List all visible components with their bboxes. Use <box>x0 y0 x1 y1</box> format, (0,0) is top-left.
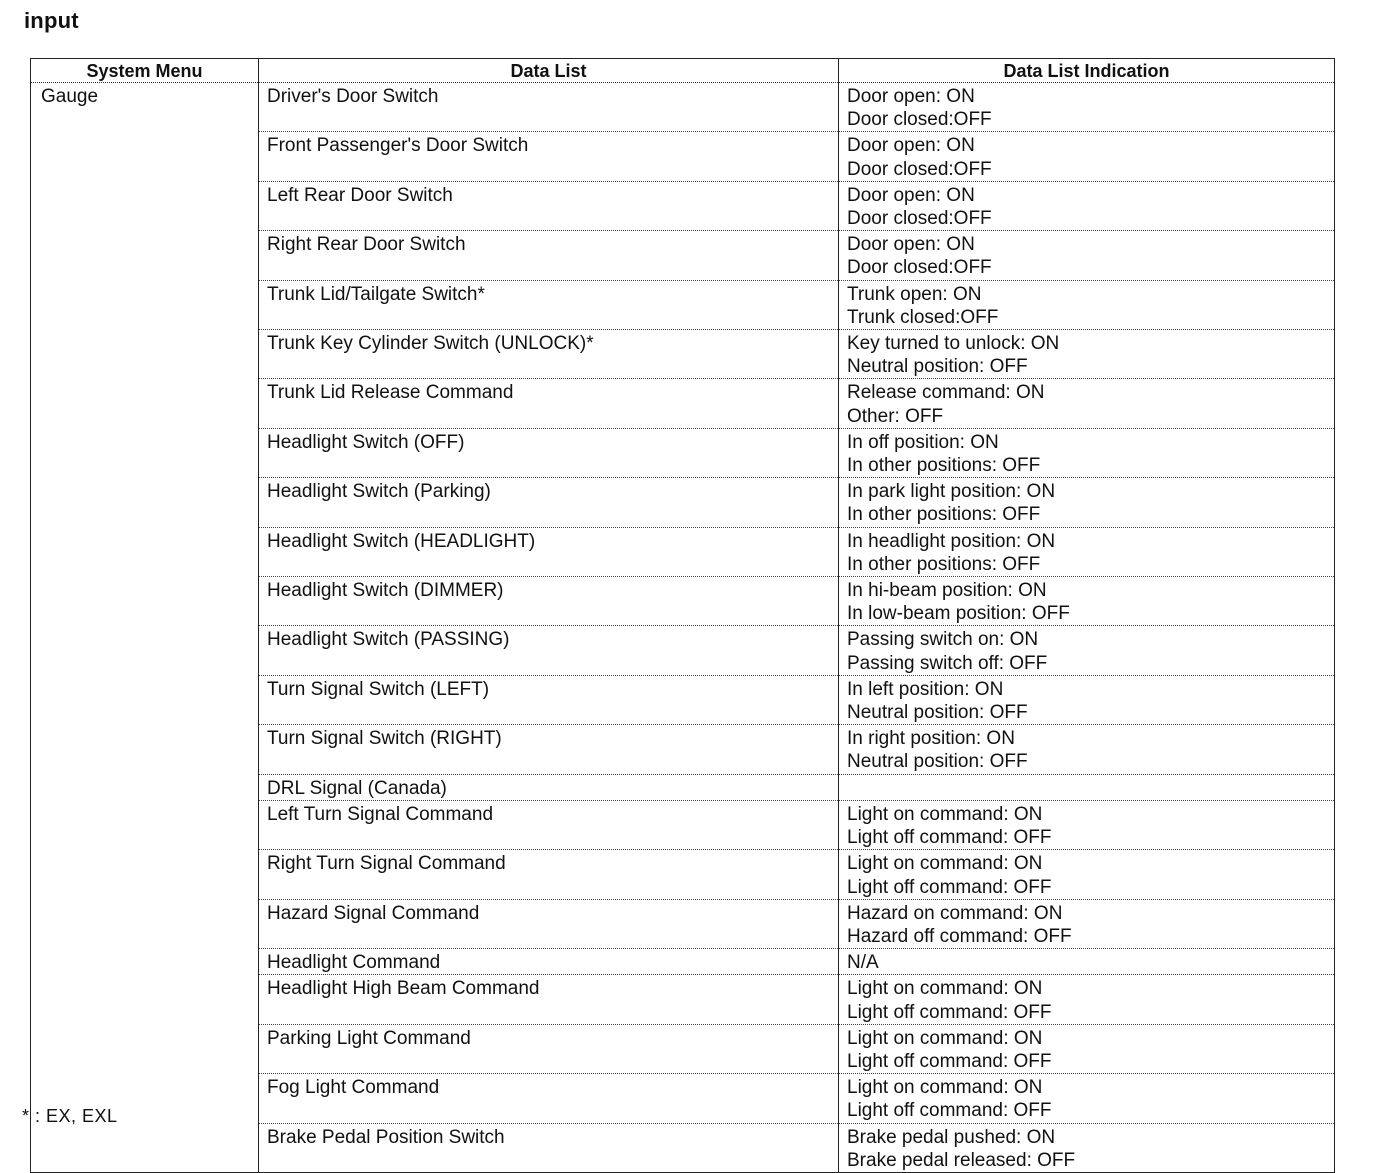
data-list-item: Front Passenger's Door Switch <box>259 132 839 181</box>
table-header-row <box>31 59 1335 83</box>
data-list-item: Headlight High Beam Command <box>259 975 839 1024</box>
header-data-list-indication: Data List Indication <box>839 59 1335 83</box>
data-list-indication <box>839 478 1335 527</box>
table-body <box>31 83 1335 1173</box>
data-list-item: Right Turn Signal Command <box>259 850 839 899</box>
indication-line: Trunk open: ON <box>847 283 982 305</box>
indication-line: In right position: ON <box>847 728 1015 750</box>
indication-line: Passing switch on: ON <box>847 629 1039 651</box>
indication-line: Light on command: ON <box>847 853 1043 875</box>
indication-line: N/A <box>847 952 879 974</box>
data-list-indication <box>839 428 1335 477</box>
system-menu-cell: Gauge <box>31 83 259 1173</box>
indication-line: Light off command: OFF <box>847 1001 1052 1023</box>
section-title: input <box>24 8 79 33</box>
data-list-item: Headlight Switch (PASSING) <box>259 626 839 675</box>
indication-line: Door closed:OFF <box>847 158 992 180</box>
data-list-item: Trunk Lid Release Command <box>259 379 839 428</box>
data-list-item: Headlight Switch (Parking) <box>259 478 839 527</box>
data-list-item: Hazard Signal Command <box>259 899 839 948</box>
data-list-indication <box>839 899 1335 948</box>
header-system-menu: System Menu <box>31 59 259 83</box>
data-list-item: Turn Signal Switch (LEFT) <box>259 675 839 724</box>
data-list-item: Turn Signal Switch (RIGHT) <box>259 725 839 774</box>
data-list-indication <box>839 527 1335 576</box>
indication-line: Light off command: OFF <box>847 876 1052 898</box>
data-list-item: Headlight Switch (DIMMER) <box>259 577 839 626</box>
data-list-indication <box>839 1024 1335 1073</box>
indication-line: Hazard off command: OFF <box>847 925 1072 947</box>
indication-line: In hi-beam position: ON <box>847 580 1047 602</box>
data-list-indication <box>839 626 1335 675</box>
data-list-indication <box>839 181 1335 230</box>
indication-line: Brake pedal pushed: ON <box>847 1126 1056 1148</box>
indication-line: In other positions: OFF <box>847 553 1041 575</box>
indication-line: In other positions: OFF <box>847 455 1041 477</box>
indication-line: Light on command: ON <box>847 1027 1043 1049</box>
indication-line: Light off command: OFF <box>847 1050 1052 1072</box>
indication-line: In other positions: OFF <box>847 504 1041 526</box>
data-list-indication <box>839 800 1335 849</box>
footnote: * : EX, EXL <box>22 1106 118 1126</box>
data-list-item: Driver's Door Switch <box>259 83 839 132</box>
indication-line: In off position: ON <box>847 431 999 453</box>
indication-line: Door closed:OFF <box>847 257 992 279</box>
data-list-item: Fog Light Command <box>259 1074 839 1123</box>
indication-line: Door open: ON <box>847 234 975 256</box>
indication-line: Key turned to unlock: ON <box>847 333 1060 355</box>
indication-line: Light on command: ON <box>847 803 1043 825</box>
data-list-indication <box>839 850 1335 899</box>
indication-line: Passing switch off: OFF <box>847 652 1048 674</box>
indication-line: Door closed:OFF <box>847 109 992 131</box>
indication-line: Door open: ON <box>847 86 975 107</box>
data-list-indication <box>839 83 1335 132</box>
data-list-indication <box>839 577 1335 626</box>
indication-line: Other: OFF <box>847 405 944 427</box>
data-list-indication <box>839 379 1335 428</box>
data-list-item: Headlight Command <box>259 949 839 975</box>
indication-line: Brake pedal released: OFF <box>847 1149 1076 1171</box>
data-list-item: Trunk Key Cylinder Switch (UNLOCK)* <box>259 330 839 379</box>
data-list-item: Parking Light Command <box>259 1024 839 1073</box>
data-list-indication <box>839 280 1335 329</box>
indication-line: Door closed:OFF <box>847 208 992 230</box>
indication-line: Neutral position: OFF <box>847 356 1028 378</box>
indication-line: Door open: ON <box>847 135 975 157</box>
data-list-table <box>30 58 1335 1173</box>
data-list-item: Headlight Switch (HEADLIGHT) <box>259 527 839 576</box>
data-list-item: Headlight Switch (OFF) <box>259 428 839 477</box>
data-list-indication <box>839 774 1335 800</box>
table-row <box>31 83 1335 132</box>
indication-line: In park light position: ON <box>847 481 1056 503</box>
indication-line: Door open: ON <box>847 184 975 206</box>
data-list-indication <box>839 1074 1335 1123</box>
data-list-item: Trunk Lid/Tailgate Switch* <box>259 280 839 329</box>
header-data-list: Data List <box>259 59 839 83</box>
indication-line: Trunk closed:OFF <box>847 306 999 328</box>
indication-line: Neutral position: OFF <box>847 702 1028 724</box>
indication-line: Light off command: OFF <box>847 827 1052 849</box>
indication-line: In low-beam position: OFF <box>847 603 1070 625</box>
indication-line: Light on command: ON <box>847 978 1043 1000</box>
data-list-indication <box>839 330 1335 379</box>
data-list-item: DRL Signal (Canada) <box>259 774 839 800</box>
data-list-indication <box>839 1123 1335 1172</box>
data-list-indication <box>839 725 1335 774</box>
indication-line: Hazard on command: ON <box>847 902 1063 924</box>
data-list-indication <box>839 949 1335 975</box>
indication-line: In headlight position: ON <box>847 530 1056 552</box>
indication-line: Light on command: ON <box>847 1077 1043 1099</box>
data-list-indication <box>839 675 1335 724</box>
data-list-indication <box>839 231 1335 280</box>
indication-line: In left position: ON <box>847 678 1004 700</box>
data-list-item: Right Rear Door Switch <box>259 231 839 280</box>
indication-line: Light off command: OFF <box>847 1100 1052 1122</box>
data-list-item: Left Turn Signal Command <box>259 800 839 849</box>
data-list-item: Left Rear Door Switch <box>259 181 839 230</box>
data-list-indication <box>839 975 1335 1024</box>
data-list-item: Brake Pedal Position Switch <box>259 1123 839 1172</box>
indication-line: Release command: ON <box>847 382 1045 404</box>
indication-line: Neutral position: OFF <box>847 751 1028 773</box>
data-list-indication <box>839 132 1335 181</box>
